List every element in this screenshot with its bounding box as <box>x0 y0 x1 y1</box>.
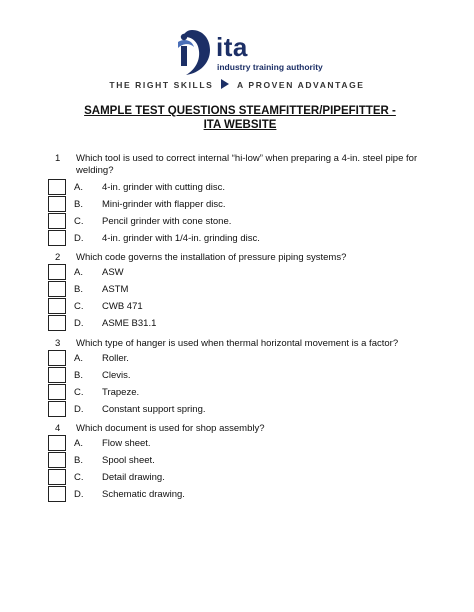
option-c <box>0 213 474 230</box>
option-text: Flow sheet. <box>102 438 151 449</box>
question-number: 1 <box>55 153 61 164</box>
option-letter: C. <box>74 472 84 483</box>
option-letter: A. <box>74 438 83 449</box>
answer-checkbox[interactable] <box>48 350 66 366</box>
question-number: 4 <box>55 423 61 434</box>
option-b <box>0 452 474 469</box>
option-c <box>0 298 474 315</box>
option-letter: B. <box>74 370 83 381</box>
option-a <box>0 350 474 367</box>
answer-checkbox[interactable] <box>48 469 66 485</box>
question-text: Which code governs the installation of pressure piping systems? <box>76 252 347 263</box>
answer-checkbox[interactable] <box>48 213 66 229</box>
option-letter: A. <box>74 267 83 278</box>
option-text: Roller. <box>102 353 129 364</box>
title-line-2: ITA WEBSITE <box>203 119 277 131</box>
option-text: 4-in. grinder with cutting disc. <box>102 182 226 193</box>
answer-checkbox[interactable] <box>48 401 66 417</box>
title-line-1: SAMPLE TEST QUESTIONS STEAMFITTER/PIPEFITTER - <box>84 105 396 117</box>
option-text: Pencil grinder with cone stone. <box>102 216 232 227</box>
option-text: Detail drawing. <box>102 472 165 483</box>
answer-checkbox[interactable] <box>48 179 66 195</box>
answer-checkbox[interactable] <box>48 281 66 297</box>
option-b <box>0 196 474 213</box>
option-text: Clevis. <box>102 370 131 381</box>
ita-logo <box>172 28 372 78</box>
answer-checkbox[interactable] <box>48 367 66 383</box>
option-text: 4-in. grinder with 1/4-in. grinding disc. <box>102 233 260 244</box>
logo-subtitle: industry training authority <box>217 62 323 72</box>
option-d <box>0 230 474 247</box>
option-d <box>0 401 474 418</box>
option-c <box>0 384 474 401</box>
option-letter: A. <box>74 182 83 193</box>
arrow-right-icon <box>221 79 229 89</box>
answer-checkbox[interactable] <box>48 435 66 451</box>
option-text: Spool sheet. <box>102 455 155 466</box>
answer-checkbox[interactable] <box>48 384 66 400</box>
answer-checkbox[interactable] <box>48 230 66 246</box>
option-b <box>0 367 474 384</box>
option-text: CWB 471 <box>102 301 143 312</box>
option-a <box>0 179 474 196</box>
option-a <box>0 264 474 281</box>
option-a <box>0 435 474 452</box>
answer-checkbox[interactable] <box>48 298 66 314</box>
answer-checkbox[interactable] <box>48 486 66 502</box>
logo-wordmark: ita <box>216 32 248 62</box>
option-letter: B. <box>74 199 83 210</box>
question-number: 2 <box>55 252 61 263</box>
question-text: Which tool is used to correct internal “hi-low” when preparing a 4-in. steel pipe for welding? <box>76 153 418 176</box>
answer-checkbox[interactable] <box>48 315 66 331</box>
answer-checkbox[interactable] <box>48 452 66 468</box>
option-text: ASTM <box>102 284 129 295</box>
tagline <box>0 79 474 91</box>
question-text: Which type of hanger is used when thermal horizontal movement is a factor? <box>76 338 399 349</box>
option-letter: B. <box>74 284 83 295</box>
answer-checkbox[interactable] <box>48 264 66 280</box>
option-letter: A. <box>74 353 83 364</box>
option-letter: C. <box>74 387 84 398</box>
option-text: ASME B31.1 <box>102 318 157 329</box>
option-text: Trapeze. <box>102 387 140 398</box>
option-d <box>0 486 474 503</box>
option-text: Schematic drawing. <box>102 489 185 500</box>
ita-logo-icon <box>172 28 212 78</box>
question-text: Which document is used for shop assembly? <box>76 423 265 434</box>
question-number: 3 <box>55 338 61 349</box>
tagline-left: THE RIGHT SKILLS <box>109 80 214 90</box>
option-letter: D. <box>74 404 84 415</box>
answer-checkbox[interactable] <box>48 196 66 212</box>
tagline-right: A PROVEN ADVANTAGE <box>237 80 365 90</box>
option-text: ASW <box>102 267 124 278</box>
option-text: Mini-grinder with flapper disc. <box>102 199 226 210</box>
option-letter: B. <box>74 455 83 466</box>
option-c <box>0 469 474 486</box>
option-letter: C. <box>74 301 84 312</box>
page-title <box>60 104 420 132</box>
option-d <box>0 315 474 332</box>
option-b <box>0 281 474 298</box>
option-letter: C. <box>74 216 84 227</box>
option-text: Constant support spring. <box>102 404 206 415</box>
option-letter: D. <box>74 233 84 244</box>
option-letter: D. <box>74 489 84 500</box>
option-letter: D. <box>74 318 84 329</box>
